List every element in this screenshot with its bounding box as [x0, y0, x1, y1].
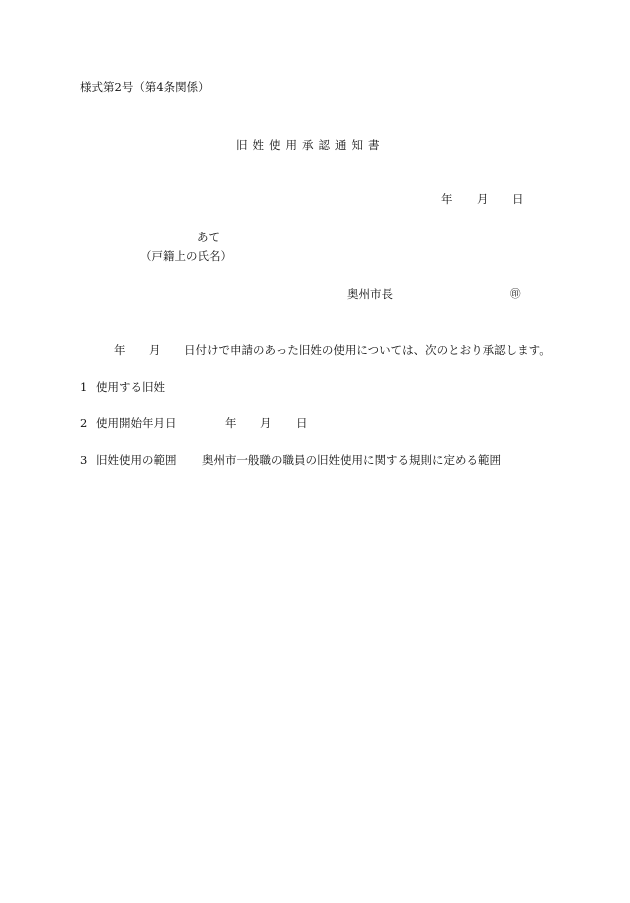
item-label: 使用する旧姓: [96, 380, 165, 394]
date-month: 月: [477, 192, 489, 206]
document-title: 旧姓使用承認通知書: [236, 138, 385, 152]
start-day: 日: [296, 416, 308, 430]
form-number: 様式第2号（第4条関係）: [80, 80, 210, 94]
start-month: 月: [260, 416, 272, 430]
body-month: 月: [149, 343, 161, 357]
start-year: 年: [225, 416, 237, 430]
item-number: 1: [80, 380, 88, 394]
issuer: 奥州市長: [347, 287, 393, 301]
item-number: 2: [80, 416, 88, 430]
date-year: 年: [441, 192, 453, 206]
item-number: 3: [80, 453, 88, 467]
item-label: 旧姓使用の範囲: [96, 453, 177, 467]
seal-icon: ㊞: [510, 288, 521, 300]
addressee-note: （戸籍上の氏名）: [140, 249, 232, 263]
item-label: 使用開始年月日: [96, 416, 177, 430]
addressee-suffix: あて: [197, 230, 220, 244]
body-year: 年: [114, 343, 126, 357]
item-value: 奥州市一般職の職員の旧姓使用に関する規則に定める範囲: [202, 453, 501, 467]
body-text: 日付けで申請のあった旧姓の使用については、次のとおり承認します。: [184, 343, 551, 357]
date-day: 日: [512, 192, 524, 206]
